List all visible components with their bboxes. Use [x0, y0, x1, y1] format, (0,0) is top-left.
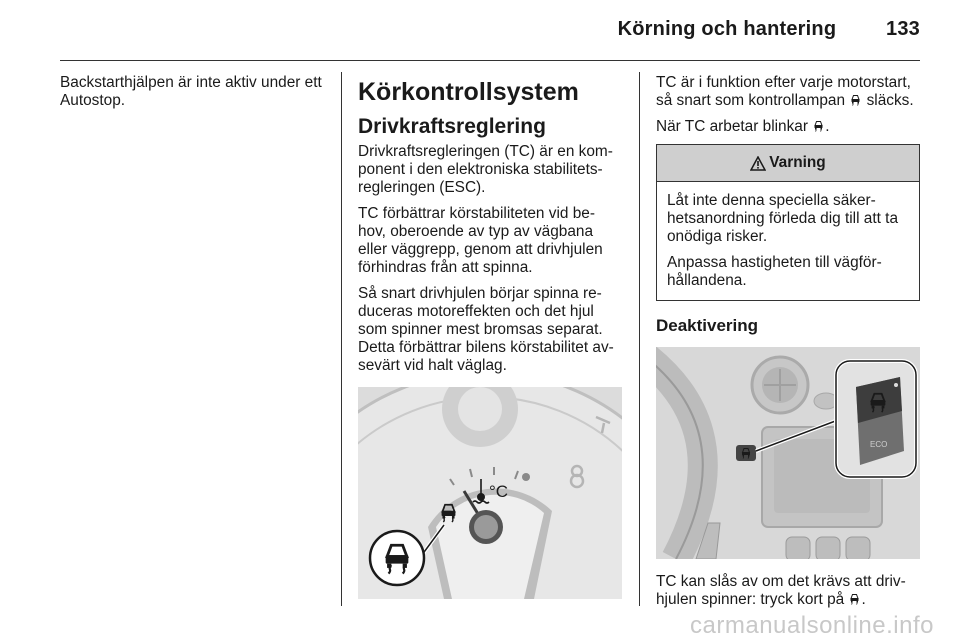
warning-triangle-icon: [750, 156, 766, 171]
warning-box: [656, 144, 920, 301]
tc-symbol-icon: [849, 593, 860, 605]
page-number: 133: [886, 18, 920, 40]
paragraph: Backstarthjälpen är inte aktiv under ett Autostop.: [60, 74, 322, 109]
warning-body: [657, 182, 919, 300]
dashboard-button-illustration: [656, 347, 920, 559]
instrument-gauge-illustration: [358, 387, 622, 599]
warning-header: [657, 145, 919, 182]
paragraph: Låt inte denna speciella säker-hetsanordning förleda dig till att ta onödiga risker.: [667, 192, 899, 245]
paragraph: TC förbättrar körstabiliteten vid be-hov, oberoende av typ av vägbana eller väggrepp, genom att drivhjulen förhindras från att spinna.: [358, 205, 603, 276]
chapter-title: Körning och hantering: [617, 18, 837, 40]
paragraph: När TC arbetar blinkar .: [656, 118, 830, 135]
paragraph: TC kan slås av om det krävs att driv-hjulen spinner: tryck kort på .: [656, 573, 906, 608]
watermark: carmanualsonline.info: [690, 612, 934, 639]
subsection-heading: Deaktivering: [656, 316, 759, 335]
paragraph: Så snart drivhjulen börjar spinna re-duceras motoreffekten och det hjul som spinner mest bromsas separat. Detta förbättrar bilens körstabilitet av-sevärt vid halt väglag.: [358, 285, 614, 374]
subsection-heading: Drivkraftsreglering: [358, 115, 546, 138]
paragraph: TC är i funktion efter varje motorstart, så snart som kontrollampan släcks.: [656, 74, 914, 109]
tc-symbol-icon: [813, 120, 824, 132]
section-heading: Körkontrollsystem: [358, 78, 579, 106]
column-divider-1: [341, 72, 342, 606]
header-rule: [60, 60, 920, 61]
page-header: [618, 18, 920, 41]
tc-symbol-icon: [850, 94, 861, 106]
column-2: [358, 74, 622, 599]
column-1: [60, 74, 322, 118]
eco-button-label: ECO: [870, 440, 888, 449]
warning-label: Varning: [769, 154, 826, 171]
column-divider-2: [639, 72, 640, 606]
paragraph: Anpassa hastigheten till vägför-hållandena.: [667, 254, 882, 289]
gauge-temperature-label: °C: [489, 482, 509, 501]
paragraph: Drivkraftsregleringen (TC) är en kom-ponent i den elektroniska stabilitets-regleringen (ESC).: [358, 143, 613, 196]
column-3: [656, 74, 920, 617]
